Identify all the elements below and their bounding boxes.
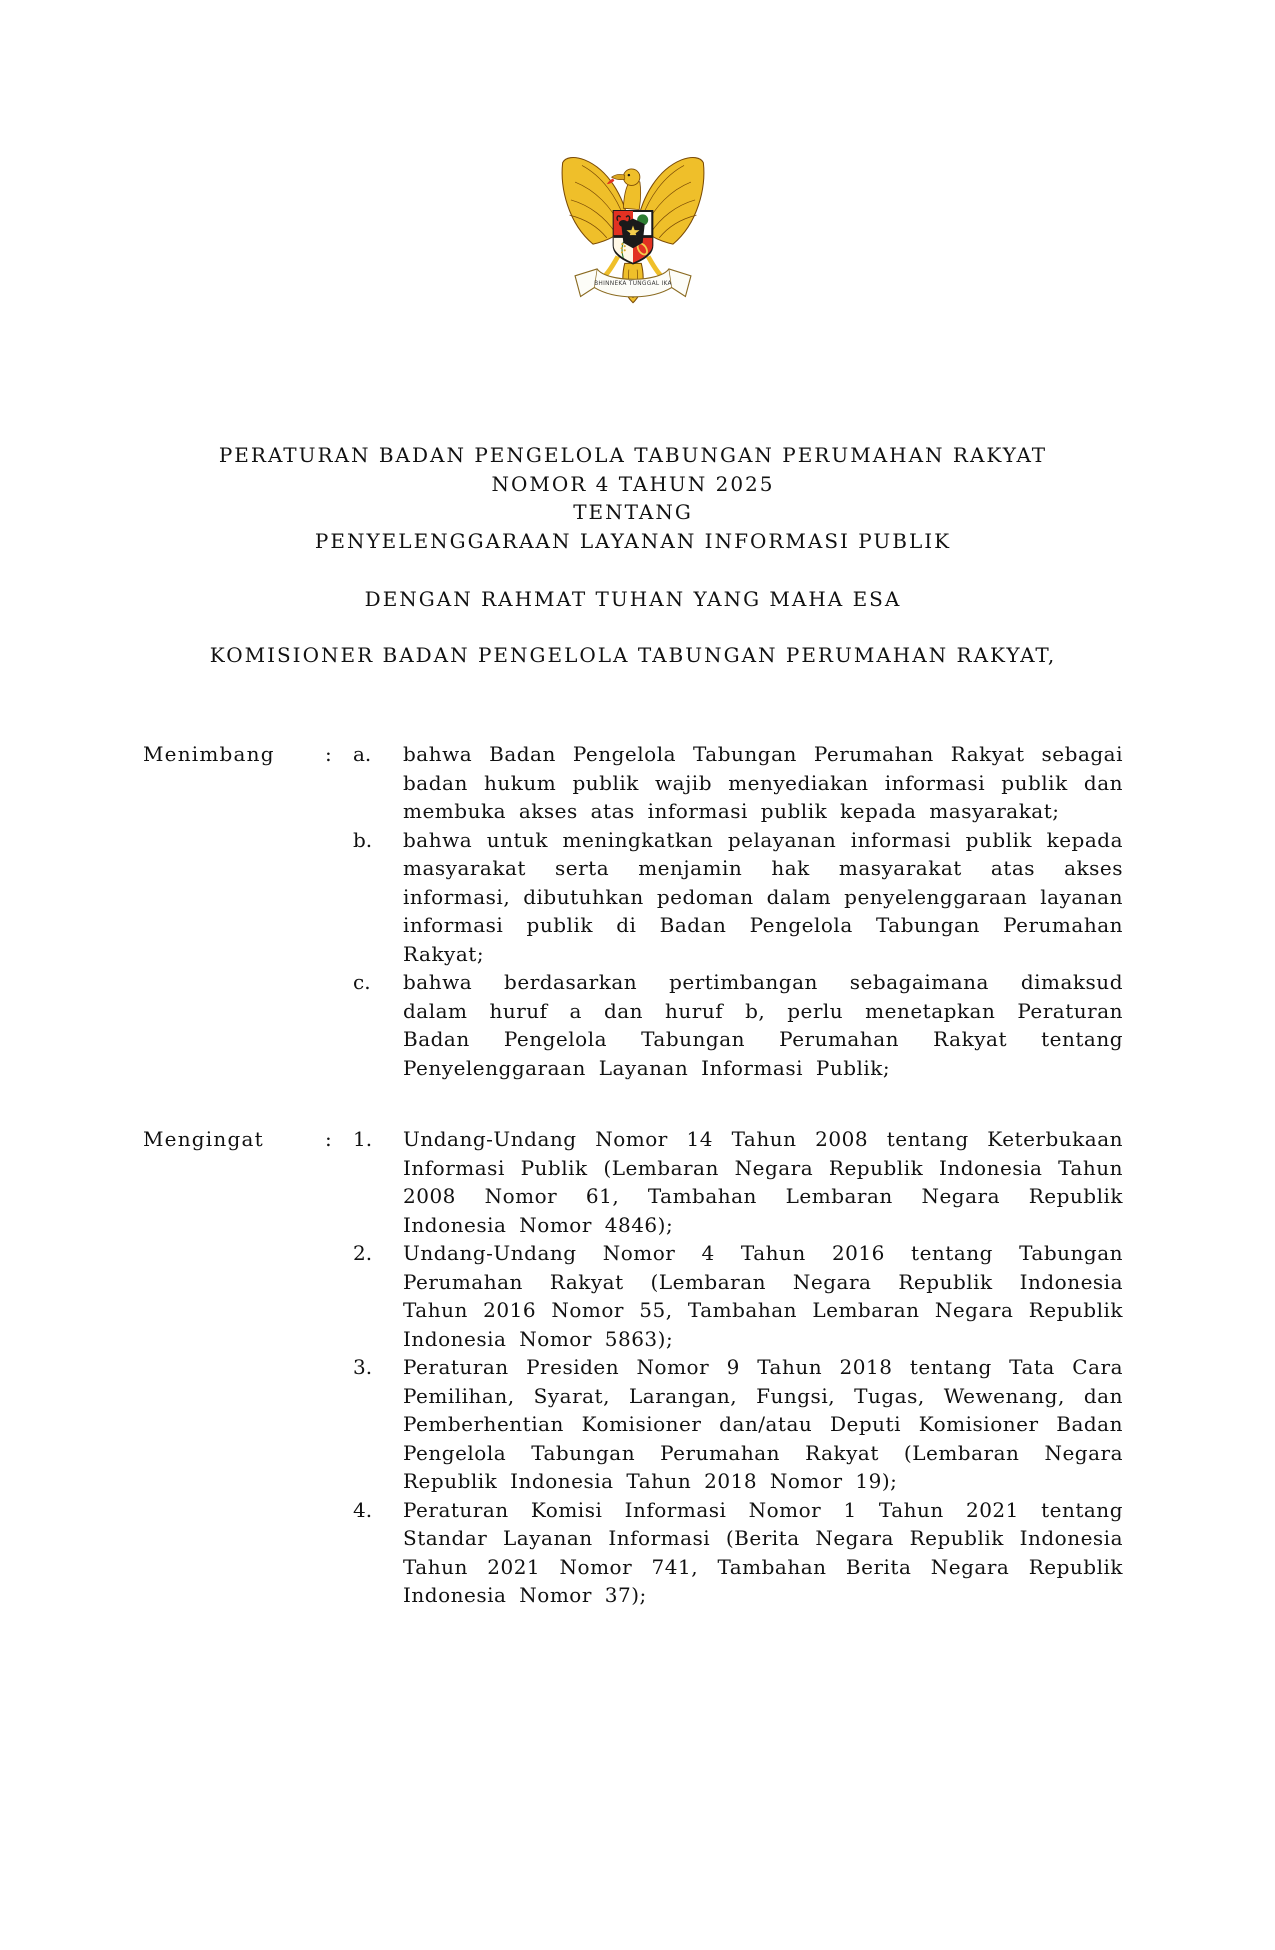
preamble-sections bbox=[143, 740, 1123, 1610]
list-item-marker: 1. bbox=[353, 1127, 373, 1151]
garuda-head bbox=[623, 169, 640, 186]
section-colon: : bbox=[325, 742, 332, 766]
garuda-motto-text: BHINNEKA TUNGGAL IKA bbox=[594, 280, 672, 287]
list-item-text: bahwa berdasarkan pertimbangan sebagaimana dimaksud dalam huruf a dan huruf b, perlu menetapkan Peraturan Badan Pengelola Tabungan Perumahan Rakyat tentang Penyelenggaraan Layanan Informasi Publik; bbox=[403, 970, 1123, 1080]
list-item-marker: a. bbox=[353, 742, 372, 766]
section-mengingat bbox=[143, 1125, 1123, 1610]
list-item bbox=[353, 826, 1123, 969]
list-item-marker: c. bbox=[353, 970, 371, 994]
title-line-tentang: TENTANG bbox=[573, 500, 693, 524]
list-item-text: bahwa untuk meningkatkan pelayanan informasi publik kepada masyarakat serta menjamin hak masyarakat atas akses informasi, dibutuhkan pedoman dalam penyelenggaraan layanan informasi publik di Badan Pengelola Tabungan Perumahan Rakyat; bbox=[403, 827, 1123, 966]
list-item-marker: b. bbox=[353, 827, 373, 852]
list-item-text: Undang-Undang Nomor 4 Tahun 2016 tentang Tabungan Perumahan Rakyat (Lembaran Negara Republik Indonesia Tahun 2016 Nomor 55, Tambahan Lembaran Negara Republik Indonesia Nomor 5863); bbox=[403, 1241, 1123, 1351]
title-line-subject: PENYELENGGARAAN LAYANAN INFORMASI PUBLIK bbox=[314, 528, 952, 553]
list-item bbox=[353, 740, 1123, 826]
section-label: Menimbang bbox=[143, 742, 275, 766]
emblem-row bbox=[143, 0, 1123, 311]
list-item-text: Peraturan Komisi Informasi Nomor 1 Tahun 2021 tentang Standar Layanan Informasi (Berita Negara Republik Indonesia Tahun 2021 Nomor 741, Tambahan Berita Negara Republik Indonesia Nomor 37); bbox=[403, 1497, 1123, 1607]
list-item bbox=[353, 968, 1123, 1082]
section-label: Mengingat bbox=[143, 1127, 264, 1151]
list-item bbox=[353, 1496, 1123, 1610]
garuda-pancasila-emblem bbox=[557, 142, 709, 311]
section-items bbox=[353, 1125, 1123, 1610]
list-item-marker: 4. bbox=[353, 1497, 373, 1522]
section-colon: : bbox=[325, 1127, 332, 1151]
list-item-text: Undang-Undang Nomor 14 Tahun 2008 tentang Keterbukaan Informasi Publik (Lembaran Negara Republik Indonesia Tahun 2008 Nomor 61, Tambahan Lembaran Negara Republik Indonesia Nomor 4846); bbox=[403, 1127, 1123, 1237]
list-item bbox=[353, 1353, 1123, 1496]
list-item-marker: 2. bbox=[353, 1241, 373, 1265]
document-title-block bbox=[143, 441, 1123, 555]
list-item-text: bahwa Badan Pengelola Tabungan Perumahan Rakyat sebagai badan hukum publik wajib menyediakan informasi publik dan membuka akses atas informasi publik kepada masyarakat; bbox=[403, 742, 1123, 823]
list-item-marker: 3. bbox=[353, 1355, 373, 1379]
pancasila-shield bbox=[614, 211, 653, 263]
list-item-text: Peraturan Presiden Nomor 9 Tahun 2018 tentang Tata Cara Pemilihan, Syarat, Larangan, Fungsi, Tugas, Wewenang, dan Pemberhentian Komisioner dan/atau Deputi Komisioner Badan Pengelola Tabungan Perumahan Rakyat (Lembaran Negara Republik Indonesia Tahun 2018 Nomor 19); bbox=[403, 1355, 1123, 1493]
invocation-line: DENGAN RAHMAT TUHAN YANG MAHA ESA bbox=[364, 587, 902, 611]
list-item bbox=[353, 1125, 1123, 1239]
title-line-number: NOMOR 4 TAHUN 2025 bbox=[491, 471, 775, 496]
title-line-regulation: PERATURAN BADAN PENGELOLA TABUNGAN PERUMAHAN RAKYAT bbox=[218, 443, 1048, 467]
garuda-beak bbox=[612, 174, 625, 179]
enacting-authority-line: KOMISIONER BADAN PENGELOLA TABUNGAN PERUMAHAN RAKYAT, bbox=[209, 642, 1057, 667]
section-menimbang bbox=[143, 740, 1123, 1082]
section-items bbox=[353, 740, 1123, 1082]
garuda-eye bbox=[628, 174, 630, 176]
list-item bbox=[353, 1239, 1123, 1353]
